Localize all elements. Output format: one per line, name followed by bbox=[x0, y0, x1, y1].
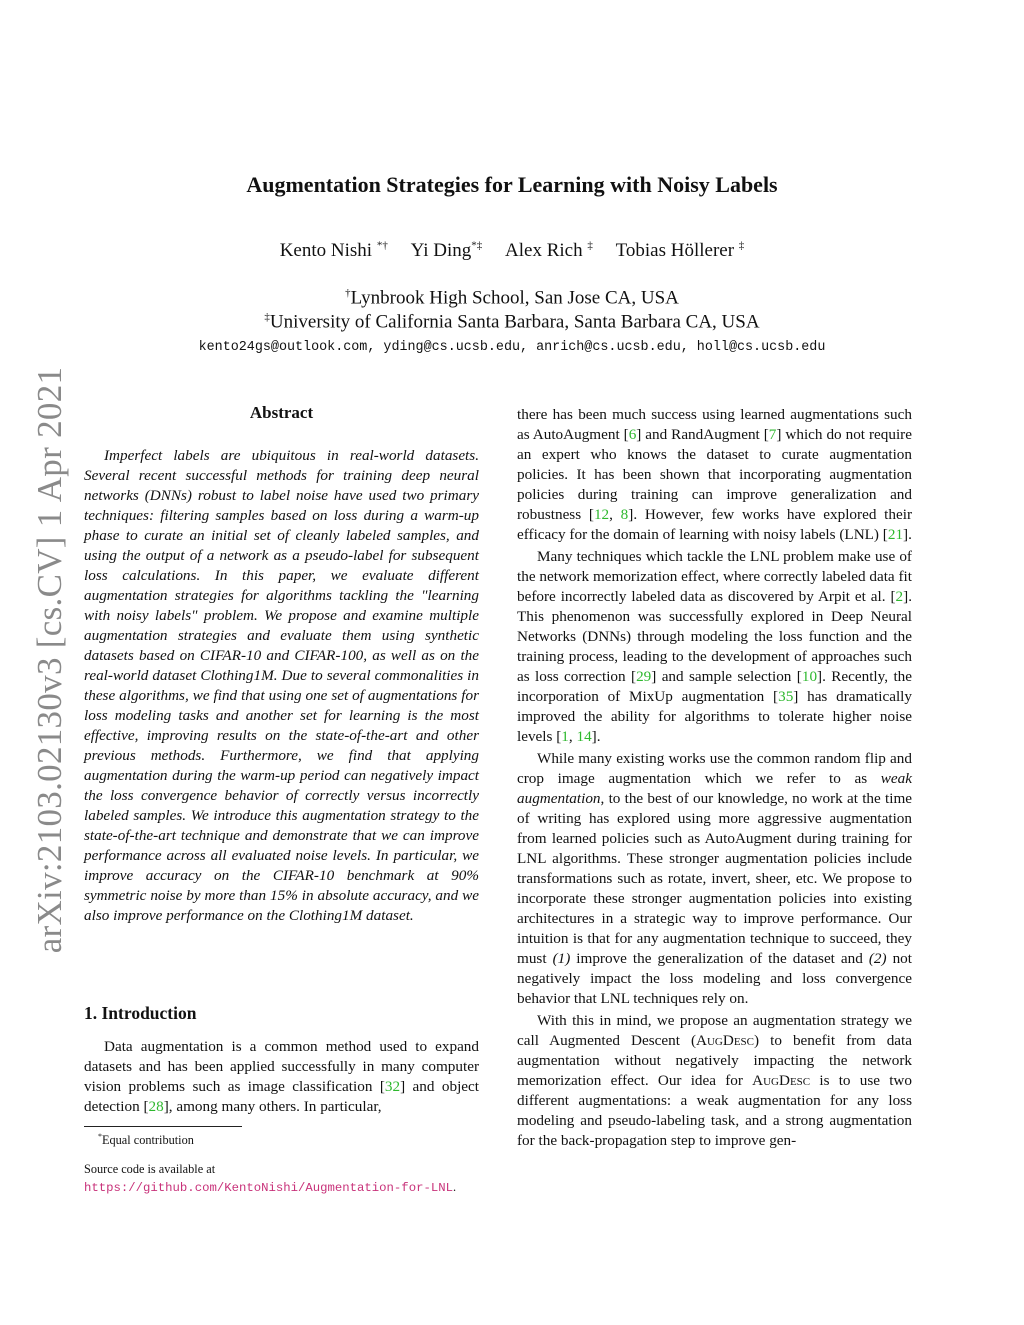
author: Tobias Höllerer ‡ bbox=[615, 240, 745, 262]
paragraph: there has been much success using learned augmentations such as AutoAugment [6] and RandAugment [7] which do not require an expert who knows the dataset to curate augmentation policies. It has been shown that incorporating augmentation policies during training can improve generalization and robustness [12, 8]. However, few works have explored their efficacy for the domain of learning with noisy labels (LNL) [21]. bbox=[517, 406, 912, 543]
citation-link[interactable]: 7 bbox=[768, 426, 777, 443]
abstract-heading: Abstract bbox=[249, 403, 314, 422]
affiliation-lynbrook: †Lynbrook High School, San Jose CA, USA bbox=[345, 287, 679, 309]
author: Kento Nishi *† bbox=[279, 240, 388, 262]
citation-link[interactable]: 10 bbox=[801, 668, 818, 685]
introduction-paragraph: Data augmentation is a common method used to expand datasets and has been applied successfully in many computer vision problems such as image classification [32] and object detection [28], among many others. In particular, bbox=[84, 1038, 479, 1115]
paragraph: While many existing works use the common random flip and crop image augmentation which we refer to as weak augmentation, to the best of our knowledge, no work at the time of writing has explored using more aggressive augmentation from learned policies such as AutoAugment during training for LNL algorithms. These stronger augmentation policies include transformations such as rotate, invert, sheer, etc. We propose to incorporate these stronger augmentation policies into existing architectures in a strategic way to improve performance. Our intuition is that for any augmentation technique to succeed, they must (1) improve the generalization of the dataset and (2) not negatively impact the loss modeling and loss convergence behavior that LNL techniques rely on. bbox=[517, 750, 912, 1007]
author: Alex Rich ‡ bbox=[505, 240, 593, 262]
affiliation-ucsb: ‡University of California Santa Barbara, Santa Barbara CA, USA bbox=[264, 311, 760, 333]
citation-link[interactable]: 12 bbox=[593, 506, 610, 523]
paragraph: With this in mind, we propose an augmentation strategy we call Augmented Descent (AugDesc) to benefit from data augmentation without negatively impacting the network memorization effect. Our idea for AugDesc is to use two different augmentations: a weak augmentation for any loss modeling and pseudo-labeling task, and a strong augmentation for the back-propagation step to improve gen- bbox=[517, 1012, 912, 1149]
citation-link[interactable]: 6 bbox=[628, 426, 637, 443]
paper-title: Augmentation Strategies for Learning with Noisy Labels bbox=[246, 172, 778, 197]
citation-link[interactable]: 32 bbox=[384, 1078, 401, 1095]
citation-link[interactable]: 35 bbox=[778, 688, 794, 705]
citation-link[interactable]: 2 bbox=[895, 588, 904, 605]
footnote-equal-contribution: *Equal contribution bbox=[98, 1132, 194, 1148]
author-list bbox=[0, 240, 1024, 262]
author-emails: kento24gs@outlook.com, yding@cs.ucsb.edu, anrich@cs.ucsb.edu, holl@cs.ucsb.edu bbox=[198, 340, 826, 355]
right-column bbox=[517, 405, 912, 1153]
abstract-text: Imperfect labels are ubiquitous in real-world datasets. Several recent successful methods for training deep neural networks (DNNs) robust to label noise have used two primary techniques: filtering samples based on loss during a warm-up phase to curate an initial set of cleanly labeled samples, and using the output of a network as a pseudo-label for subsequent loss calculations. In this paper, we evaluate different augmentation strategies for algorithms tackling the "learning with noisy labels" problem. We propose and examine multiple augmentation strategies and evaluate them using synthetic datasets based on CIFAR-10 and CIFAR-100, as well as on the real-world dataset Clothing1M. Due to several commonalities in these algorithms, we find that using one set of augmentations for loss modeling tasks and another set for learning is the most effective, improving results on the state-of-the-art and other previous methods. Furthermore, we find that applying augmentation during the warm-up period can negatively impact the loss convergence behavior of correctly versus incorrectly labeled samples. We introduce this augmentation strategy to the state-of-the-art technique and demonstrate that we can improve performance across all evaluated noise levels. In particular, we improve accuracy on the CIFAR-10 benchmark at 90% symmetric noise by more than 15% in absolute accuracy, and we also improve performance on the Clothing1M dataset. bbox=[84, 447, 479, 924]
citation-link[interactable]: 21 bbox=[887, 526, 904, 543]
source-code-link[interactable]: https://github.com/KentoNishi/Augmentation-for-LNL bbox=[84, 1181, 453, 1195]
citation-link[interactable]: 1 bbox=[561, 728, 569, 745]
citation-link[interactable]: 29 bbox=[636, 668, 652, 685]
author: Yi Ding*‡ bbox=[410, 240, 483, 262]
citation-link[interactable]: 8 bbox=[620, 506, 629, 523]
arxiv-identifier: arXiv:2103.02130v3 [cs.CV] 1 Apr 2021 bbox=[30, 366, 69, 954]
footnote-rule bbox=[84, 1126, 242, 1127]
paragraph: Many techniques which tackle the LNL problem make use of the network memorization effect, where correctly labeled data fit before incorrectly labeled data as discovered by Arpit et al. [2]. This phenomenon was successfully explored in Deep Neural Networks (DNNs) through modeling the loss function and the training process, leading to the development of approaches such as loss correction [29] and sample selection [10]. Recently, the incorporation of MixUp augmentation [35] has dramatically improved the ability for algorithms to tolerate higher noise levels [1, 14]. bbox=[517, 548, 913, 745]
citation-link[interactable]: 28 bbox=[148, 1098, 164, 1115]
footnote-source-code: Source code is available at https://github.com/KentoNishi/Augmentation-for-LNL. bbox=[84, 1162, 457, 1195]
introduction-heading: 1. Introduction bbox=[84, 1003, 197, 1023]
citation-link[interactable]: 14 bbox=[576, 728, 592, 745]
